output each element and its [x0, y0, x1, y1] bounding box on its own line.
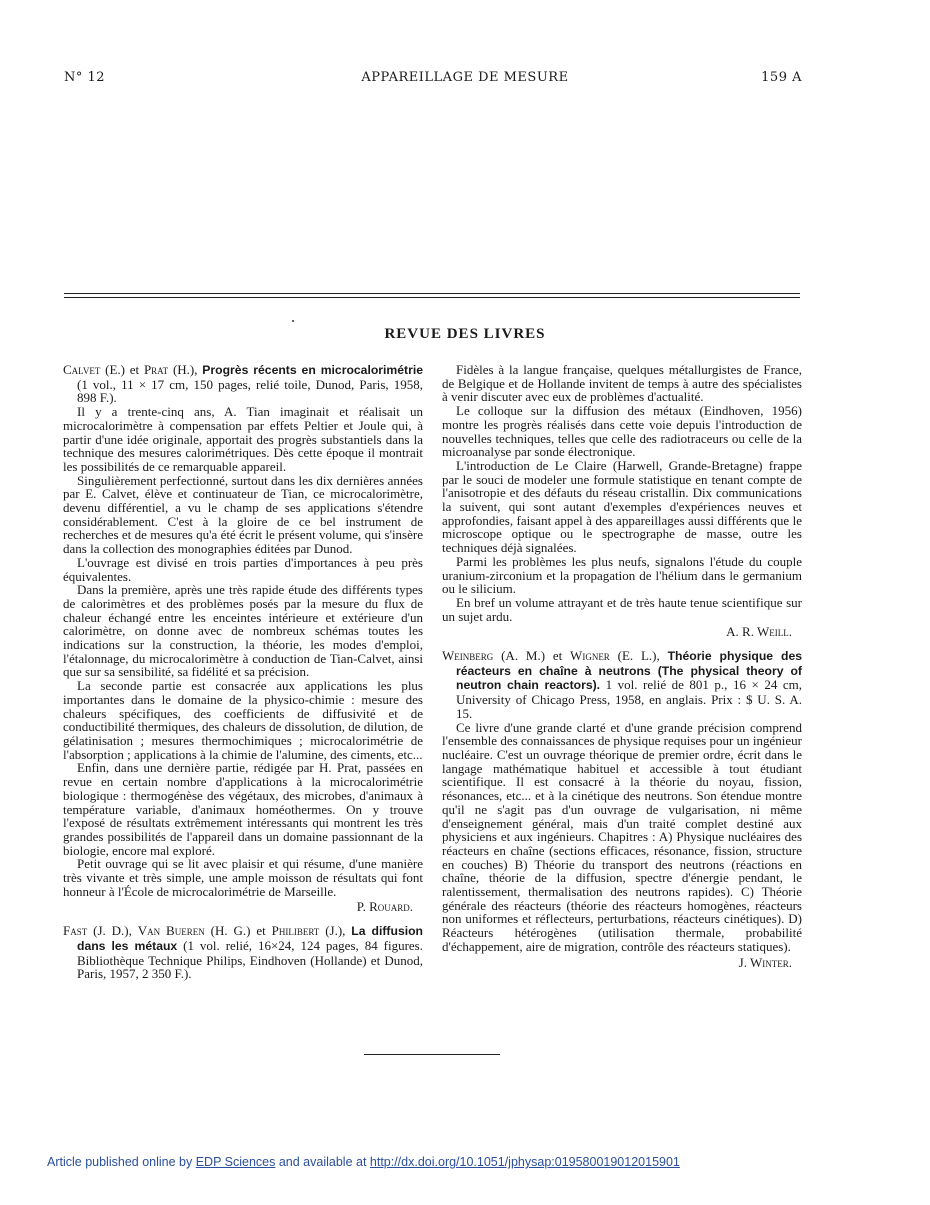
author-initials: (A. M.) et — [493, 648, 571, 664]
author-initials: (E. L.), — [609, 648, 668, 664]
separator-rule-bottom — [64, 297, 800, 298]
review-paragraph: Dans la première, après une très rapide étude des différents types de calorimètres et des problèmes posés par la mesure du flux de chaleur échangé entre les enceintes intérieure et extérieure d'un calorimètre, on donne avec de nombreux schémas toutes les indications sur la construction, la théorie, les modes d'emploi, l'étalonnage, du microcalorimètre à conduction de Tian-Calvet, ainsi que sur sa sensibilité, sa fidélité et sa précision. — [63, 582, 423, 680]
reviewer-signature: J. Winter. — [738, 954, 792, 970]
footer-text: and available at — [275, 1155, 370, 1169]
review-paragraph: Il y a trente-cinq ans, A. Tian imaginait et réalisait un microcalorimètre à compensation par effets Peltier et Joule qui, à partir d'une idée originale, apportait des progrès substantiels dans la technique des mesures calorimétriques. Dès cette époque il montrait les possibilités de ce remarquable appareil. — [63, 404, 423, 474]
review-paragraph: L'introduction de Le Claire (Harwell, Grande-Bretagne) frappe par le souci de modeler une formule statistique en tenant compte de l'anisotropie et des défauts du réseau cristallin. Dix communications la suivent, qui sont autant d'exemples d'expériences neuves et approfondies, faisant appel à des appareillages aussi différents que le microscope optique ou le spectrographe de masse, outre les techniques déjà signalées. — [442, 457, 802, 556]
doi-link[interactable]: http://dx.doi.org/10.1051/jphysap:019580019012015901 — [369, 1155, 680, 1169]
review-paragraph: La seconde partie est consacrée aux applications les plus importantes dans le domaine de la physico-chimie : mesure des chaleurs spécifiques, des coefficients de diffusivité et de conductibilité thermiques, des chaleurs de dissolution, de dilution, de gélatinisation ; mesures thermochimiques ; microcalorimétrie de l'absorption ; applications à la chimie de l'alumine, des ciments, etc... — [63, 678, 423, 762]
book-title: Progrès récents en microcalorimétrie — [202, 363, 423, 377]
review-paragraph: Fidèles à la langue française, quelques métallurgistes de France, de Belgique et de Hollande invitent de temps à autre des spécialistes à venir discuter avec eux de problèmes d'actualité. — [442, 362, 802, 405]
publisher-link[interactable]: EDP Sciences — [195, 1155, 276, 1169]
author-initials: (H. G.) et — [204, 923, 272, 939]
review-paragraph: Le colloque sur la diffusion des métaux (Eindhoven, 1956) montre les progrès réalisés dans cette voie depuis l'introduction de nouvelles techniques, telles que celle des radiotraceurs ou celle de la microanalyse par sonde électronique. — [442, 403, 802, 460]
separator-rule-top — [64, 293, 800, 294]
review-paragraph: Petit ouvrage qui se lit avec plaisir et qui résume, d'une manière très vivante et très simple, une ample moisson de résultats qui font honneur à l'École de microcalorimétrie de Marseille. — [63, 856, 423, 899]
author-name: Calvet — [63, 362, 101, 377]
author-initials: (J.), — [319, 923, 352, 939]
review-entry-header — [63, 363, 423, 405]
author-initials: (J. D.), — [87, 923, 138, 939]
author-initials: (E.) et — [100, 362, 144, 377]
page-number: 159 A — [761, 70, 802, 85]
author-name: Philibert — [271, 923, 320, 939]
footer-text: Article published online by — [47, 1155, 196, 1169]
review-paragraph: En bref un volume attrayant et de très haute tenue scientifique sur un sujet ardu. — [442, 594, 802, 624]
book-title: La diffusion dans les métaux — [77, 924, 423, 953]
book-bibliography: 1 vol. relié de 801 p., 16 × 24 cm, University of Chicago Press, 1958, en anglais. Prix : $ U. S. A. 15. — [456, 677, 802, 721]
author-name: Weinberg — [442, 648, 494, 664]
review-entry-header — [442, 649, 802, 721]
book-bibliography: (1 vol., 11 × 17 cm, 150 pages, relié toile, Dunod, Paris, 1958, 898 F.). — [77, 376, 423, 406]
review-paragraph: Ce livre d'une grande clarté et d'une grande précision comprend l'ensemble des connaissances de physique requises pour un ingénieur nucléaire. C'est un ouvrage théorique de premier ordre, écrit dans le langage mathématique habituel et accessible à tout étudiant scientifique. Il est consacré à la théorie du noyau, fission, résonances, etc... et à la cinétique des neutrons. Son étendue montre qu'il ne s'agit pas d'un ouvrage de vulgarisation, ni même d'enseignement général, mais d'un traité complet destiné aux physiciens et aux ingénieurs. Chapitres : A) Physique nucléaires des réacteurs en chaîne (sections efficaces, résonance, fission, structure en couches) B) Théorie du transport des neutrons (réactions en chaîne, théorie de la diffusion, spectre d'énergie pendant, le ralentissement, thermalisation des neutrons rapides). C) Théorie générale des réacteurs (théorie des réacteurs homogènes, réacteurs non uniformes et réflecteurs, perturbations, réacteurs cinétiques). D) Réacteurs hétérogènes (utilisation thermale, probabilité d'échappement, aire de migration, contrôle des réacteurs statiques). — [442, 719, 802, 954]
reviewer-signature: P. Rouard. — [356, 899, 413, 915]
author-name: Fast — [63, 923, 88, 939]
publication-footer — [47, 1155, 680, 1169]
review-paragraph: Enfin, dans une dernière partie, rédigée par H. Prat, passées en revue en certain nombre d'applications à la microcalorimétrie biologique : thermogénèse des végétaux, des microbes, d'animaux à température variable, d'animaux homéothermes. On y trouve l'exposé de résultats extrêmement intéressants qui montrent les très grandes possibilités de l'appareil dans un domaine passionnant de la biologie, encore mal exploré. — [63, 760, 423, 858]
speck-dot — [292, 320, 294, 322]
end-rule — [364, 1054, 500, 1055]
reviewer-signature: A. R. Weill. — [726, 624, 792, 640]
book-bibliography: (1 vol. relié, 16×24, 124 pages, 84 figures. Bibliothèque Technique Philips, Eindhoven (Hollande) et Dunod, Paris, 1957, 2 350 F.). — [77, 937, 423, 982]
review-paragraph: Parmi les problèmes les plus neufs, signalons l'étude du couple uranium-zirconium et la propagation de l'hélium dans le germanium ou le silicium. — [442, 553, 802, 597]
review-entry-header — [63, 924, 423, 981]
right-column — [442, 363, 802, 979]
page-number-label: N° 12 — [64, 70, 106, 85]
author-name: Prat — [143, 362, 169, 377]
author-initials: (H.), — [168, 362, 203, 377]
author-name: Wigner — [570, 648, 610, 664]
section-title: REVUE DES LIVRES — [384, 326, 546, 342]
running-title: APPAREILLAGE DE MESURE — [361, 70, 569, 85]
book-title: Théorie physique des réacteurs en chaîne à neutrons (The physical theory of neutron chain reactors). — [456, 649, 803, 693]
review-paragraph: L'ouvrage est divisé en trois parties d'importances à peu près équivalentes. — [63, 554, 423, 584]
author-name: Van Bueren — [137, 923, 205, 939]
review-paragraph: Singulièrement perfectionné, surtout dans les dix dernières années par E. Calvet, élève et continuateur de Tian, ce microcalorimètre, devenu différentiel, a vu le champ de ses applications s'étendre considérablement. C'est à la gloire de ce bel instrument de recherches et de mesures qu'a été écrit le présent volume, qui s'insère dans la collection des monographies éditées par Dunod. — [63, 472, 423, 557]
left-column — [63, 363, 423, 981]
